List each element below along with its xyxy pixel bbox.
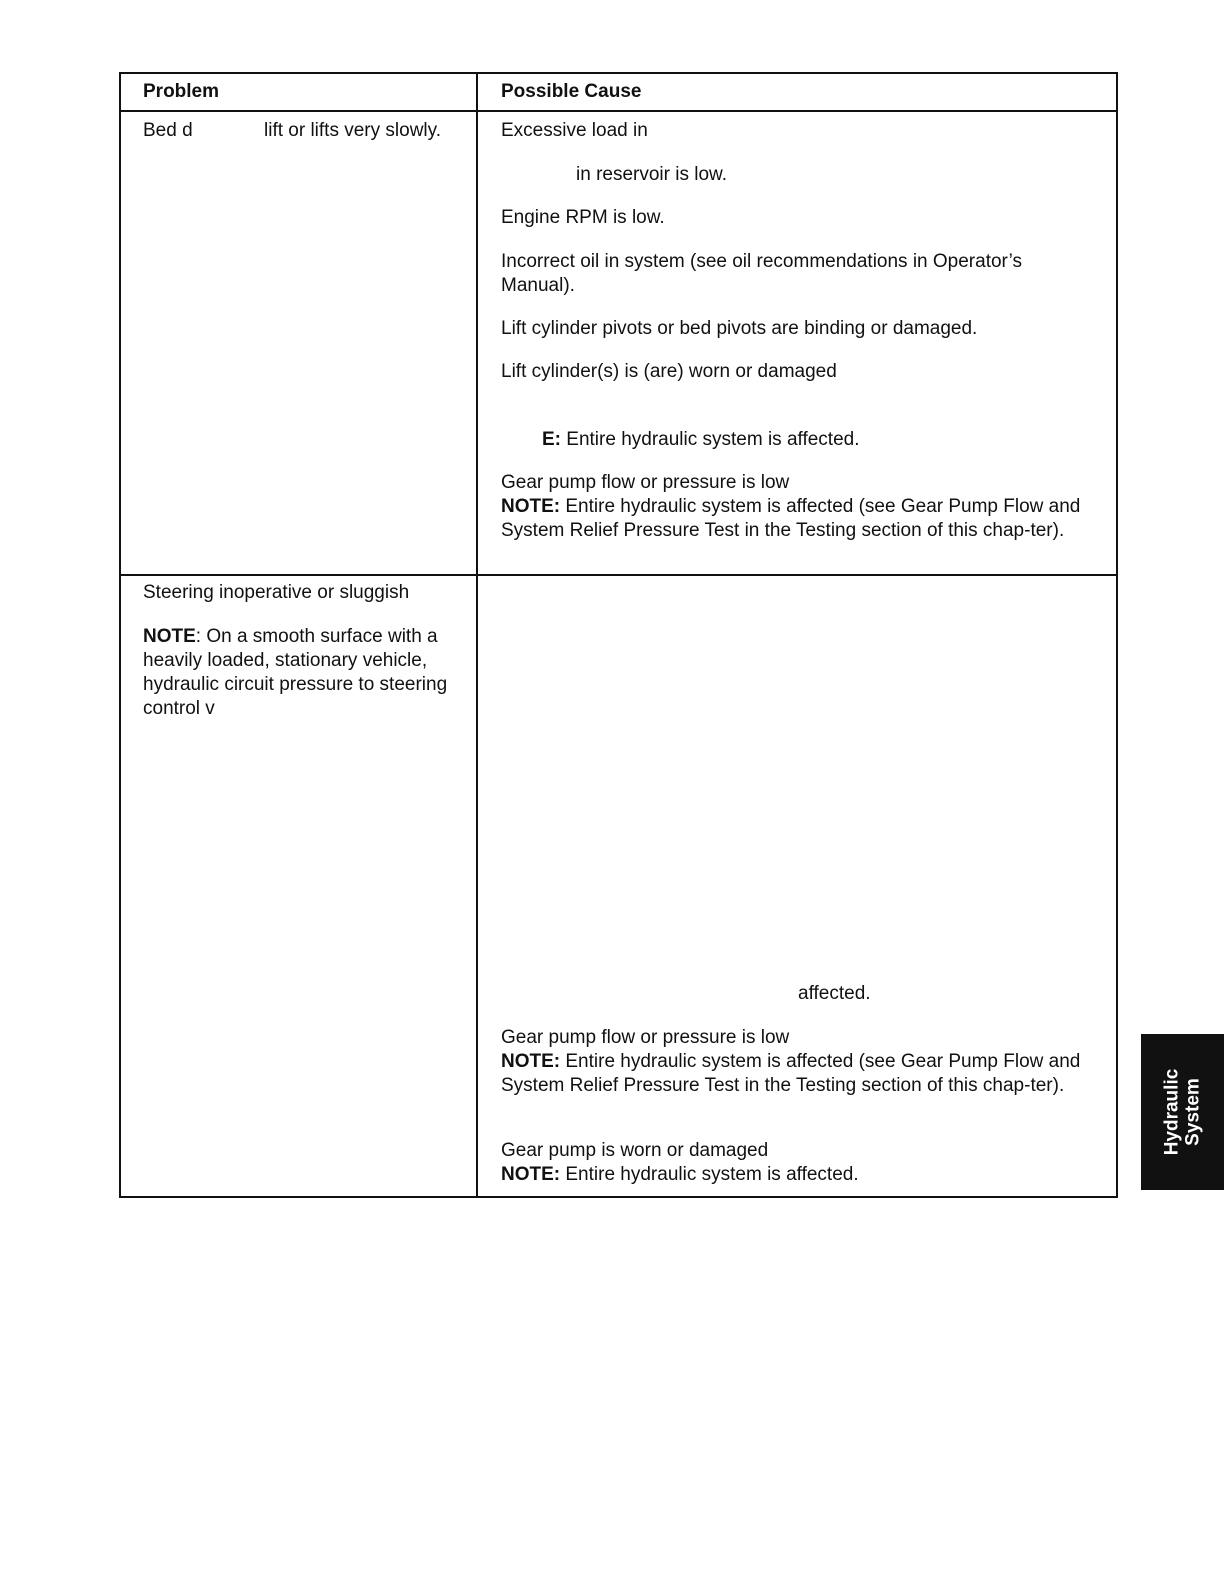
note-text: Entire hydraulic system is affected (see Gear Pump Flow and System Relief Pressure Test in the Testing section of this chap-ter). — [501, 1051, 1081, 1096]
cause-excessive-load: Excessive load in — [501, 120, 648, 141]
cause-gear-flow — [501, 1026, 1096, 1098]
cause-gear-worn — [501, 1139, 1096, 1187]
cause-note-partial — [542, 428, 1096, 452]
problem-steering-note — [143, 625, 466, 721]
section-tab-line1: Hydraulic — [1161, 1068, 1183, 1156]
note-label: NOTE: — [501, 496, 561, 517]
cause-cell — [476, 112, 1116, 574]
note-text: Entire hydraulic system is affected. — [560, 1164, 859, 1185]
problem-text-a: Bed d — [143, 120, 193, 141]
gear-worn-title: Gear pump is worn or damaged — [501, 1140, 769, 1161]
cause-incorrect-oil: Incorrect oil in system (see oil recommendations in Operator’s Manual). — [501, 251, 1022, 296]
note-label: NOTE — [143, 626, 196, 647]
cause-reservoir-low: in reservoir is low. — [576, 164, 727, 185]
problem-text-b: lift or lifts very slowly. — [264, 120, 442, 141]
note-label: E: — [542, 429, 561, 450]
cause-engine-rpm: Engine RPM is low. — [501, 207, 665, 228]
cause-affected-fragment: affected. — [798, 983, 871, 1004]
header-possible-cause: Possible Cause — [476, 74, 1116, 110]
note-label: NOTE: — [501, 1051, 561, 1072]
section-tab-label — [1162, 1069, 1204, 1156]
table-header-row — [121, 74, 1116, 112]
note-text: Entire hydraulic system is affected (see Gear Pump Flow and System Relief Pressure Test in the Testing section of this chap-ter). — [501, 496, 1081, 541]
note-text: Entire hydraulic system is affected. — [561, 429, 860, 450]
cause-lift-cylinder: Lift cylinder(s) is (are) worn or damaged — [501, 361, 837, 382]
cause-lift-pivots: Lift cylinder pivots or bed pivots are binding or damaged. — [501, 318, 978, 339]
cause-gear-flow — [501, 471, 1096, 543]
problem-steering: Steering inoperative or sluggish — [143, 582, 410, 603]
gear-flow-title: Gear pump flow or pressure is low — [501, 1027, 790, 1048]
table-row — [121, 112, 1116, 576]
header-problem: Problem — [143, 81, 220, 102]
section-tab — [1141, 1034, 1224, 1190]
note-label: NOTE: — [501, 1164, 561, 1185]
problem-cell — [121, 112, 476, 574]
note-text: : On a smooth surface with a heavily loaded, stationary vehicle, hydraulic circuit pressure to steering control v — [143, 626, 448, 719]
gear-flow-title: Gear pump flow or pressure is low — [501, 472, 790, 493]
problem-cell — [121, 576, 476, 1196]
table-row — [121, 576, 1116, 1196]
troubleshooting-table — [119, 72, 1118, 1198]
cause-cell — [476, 576, 1116, 1196]
section-tab-line2: System — [1182, 1078, 1204, 1146]
